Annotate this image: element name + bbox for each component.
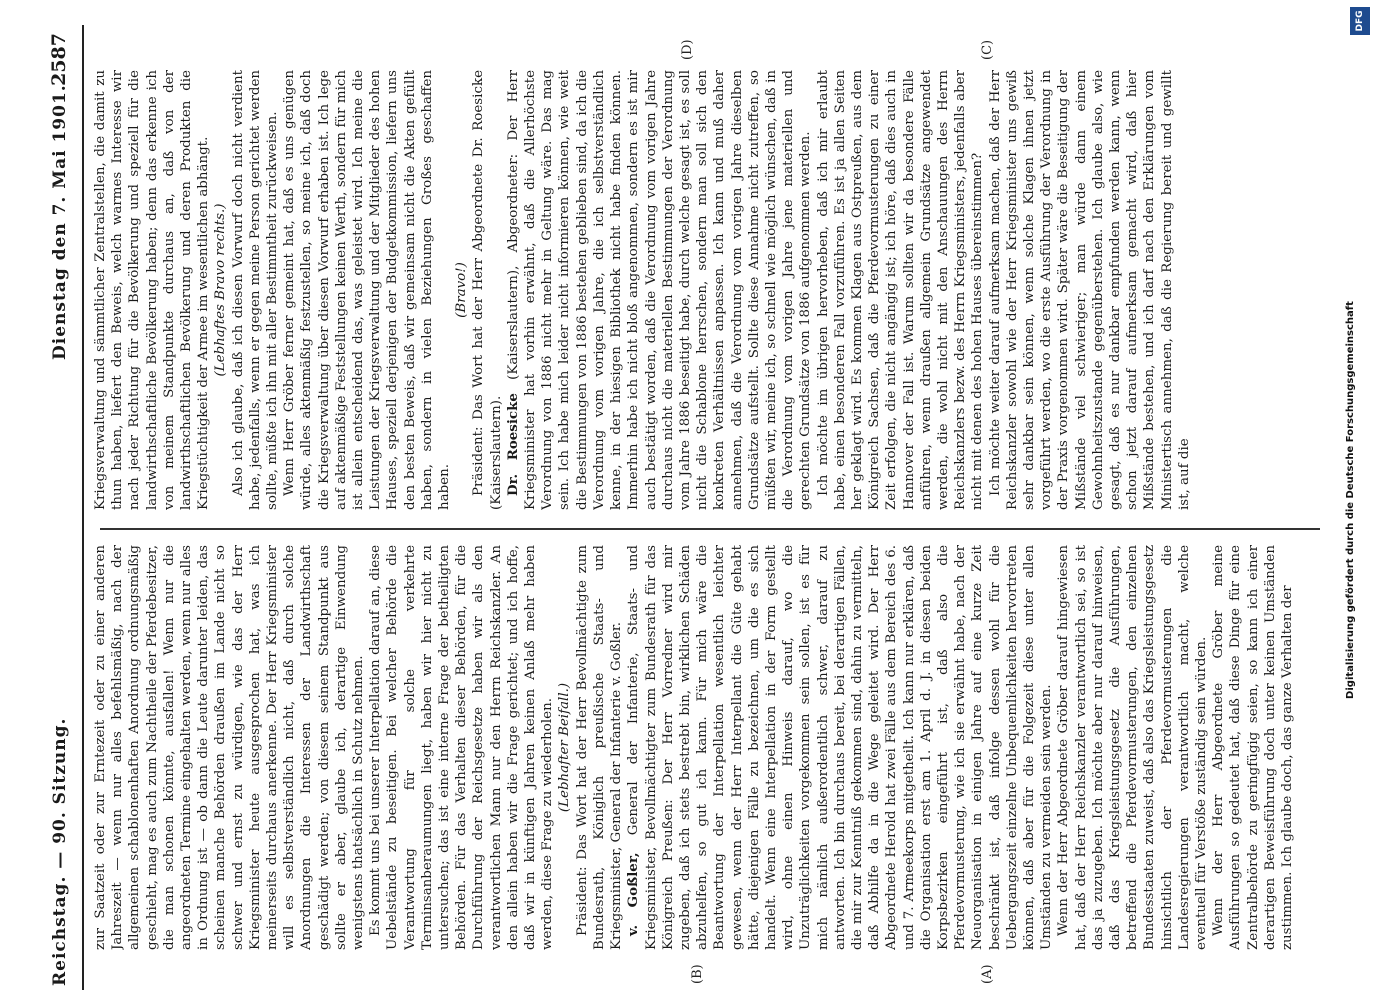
speaker-text: General der Infanterie, Staats- und Kriegsminister, Bevollmächtigter zum Bundesrath für das Königreich Preußen: Der Herr Vorredner wird mir zugeben, daß ich stets bestrebt bin, wirklichen Schäden abzuhelfen, so gut ich kann. Für mich wäre die Beantwortung der Interpellation wesentlich leichter gewesen, wenn der Herr Interpellant die Güte gehabt hätte, diejenigen Fälle zu bezeichnen, um die es sich handelt. Wenn eine Interpellation in der Form gestellt wird, ohne einen Hinweis darauf, wo die Unzuträglichkeiten vorgekommen sein sollen, ist es für mich nämlich außerordentlich schwer, darauf zu antworten. Ich bin durchaus bereit, bei derartigen Fällen, die mir zur Kenntniß gekommen sind, dahin zu vermitteln, daß Abhilfe da in die Wege geleitet wird. Der Herr Abgeordnete Herold hat zwei Fälle aus dem Bereich des 6. und 7. Armeekorps mitgetheilt. Ich kann nur erklären, daß die Organisation erst am 1. April d. J. in diesen beiden Korpsbezirken eingeführt ist, daß also die Pferdevormusterung, wie ich sie erwähnt habe, nach der Neuorganisation in einigen Jahre auf eine kurze Zeit beschränkt ist, daß infolge dessen wohl für die Uebergangszeit einzelne Unbequemlichkeiten hervortreten können, daß aber für die Folgezeit diese unter allen Umständen zu vermeiden sein werden. <box>626 545 1055 950</box>
digitization-note: Digitalisierung gefördert durch die Deutsche Forschungsgemeinschaft <box>1345 301 1356 699</box>
speaker-name: Dr. Roesicke <box>504 393 521 496</box>
header-left: Reichstag. — 90. Sitzung. <box>50 717 70 986</box>
paragraph: zur Saatzeit oder zur Erntezeit oder zu einer anderen Jahreszeit — wenn nur alles befehlsmäßig, nach der allgemeinen schablonenhaften Anordnung ordnungsmäßig geschieht, mag es auch zum Nachtheile der Pferdebesitzer, die man schonen könnte, ausfallen! Wenn nur die angeordneten Termine eingehalten werden, wenn nur alles in Ordnung ist — ob dann die Leute darunter leiden, das scheinen manche Behörden draußen im Lande nicht so schwer und ernst zu würdigen, wie das der Herr Kriegsminister heute ausgesprochen hat, was ich meinerseits durchaus anerkenne. Der Herr Kriegsminister will es selbstverständlich nicht, daß durch solche Anordnungen die Interessen der Landwirthschaft geschädigt werden; von diesem seinem Standpunkt aus sollte er aber, glaube ich, derartige Einwendung wenigstens thatsächlich in Schutz nehmen. <box>93 545 367 950</box>
president-line: Präsident: Das Wort hat der Herr Abgeordnete Dr. Roesicke (Kaiserslautern). <box>471 70 504 510</box>
paragraph: Also ich glaube, daß ich diesen Vorwurf doch nicht verdient habe, jedenfalls, wenn er gegen meine Person gerichtet werden sollte, müßte ich ihn mit aller Bestimmtheit zurückweisen. <box>230 70 281 510</box>
margin-mark-b: (B) <box>690 964 705 984</box>
page-number: 2587 <box>48 33 70 86</box>
paragraph: Ich möchte im übrigen hervorheben, daß ich mir erlaubt habe, einen besonderen Fall vorzuführen. Es ist ja allen Seiten her geklagt wird. Es kommen Klagen aus Ostpreußen, aus dem Königreich Sachsen, daß die Pferdevormusterungen zu einer Zeit erfolgen, die nicht angängig ist; ich höre, daß dies auch in Hannover der Fall ist. Warum sollten wir da besondere Fälle anführen, wenn draußen allgemein Grundsätze angewendet werden, die wohl nicht mit den Anschauungen des Herrn Reichskanzlers bezw. des Herrn Kriegsministers, jedenfalls aber nicht mit denen des hohen Hauses übereinstimmen? <box>815 70 986 510</box>
page-header <box>40 25 80 990</box>
header-date: Dienstag den 7. Mai 1901. <box>50 84 70 360</box>
bravo-note: (Bravo!) <box>454 262 470 318</box>
newspaper-page <box>40 25 1350 990</box>
margin-mark-a: (A) <box>980 964 995 984</box>
left-column <box>92 545 1332 950</box>
margin-mark-c: (C) <box>980 39 995 60</box>
paragraph: Es kommt uns bei unserer Interpellation darauf an, diese Uebelstände zu beseitigen. Bei welcher Behörde die Verantwortung für solche verkehrte Terminsanberaumungen liegt, haben wir hier nicht zu untersuchen; das ist eine interne Frage der betheiligten Behörden. Für das Verhalten dieser Behörden, für die Durchführung der Reichsgesetze haben wir als den verantwortlichen Mann nur den Herrn Reichskanzler. An den allein haben wir die Frage gerichtet; und ich hoffe, daß wir in künftigen Jahren keinen Anlaß mehr haben werden, diese Frage zu wiederholen. <box>368 545 556 950</box>
column-divider <box>100 528 1320 530</box>
paragraph: Wenn der Herr Abgeordnete Gröber darauf hingewiesen hat, daß der Herr Reichskanzler verantwortlich sei, so ist das ja zuzugeben. Ich möchte aber nur darauf hinweisen, daß das Kriegsleistungsgesetz die Ausführungen, betreffend die Pferdevormusterungen, den einzelnen Bundesstaaten zuweist, daß also das Kriegsleistungsgesetz hinsichtlich der Pferdevormusterungen die Landesregierungen verantwortlich macht, welche eventuell für Verstöße zuständig sein würden. <box>1056 545 1209 950</box>
speaker-name: v. Goßler, <box>625 852 642 936</box>
margin-mark-d: (D) <box>680 39 695 60</box>
bravo-note: (Lebhaftes Bravo rechts.) <box>213 203 229 377</box>
paragraph: Kriegsverwaltung und sämmtlicher Zentralstellen, die damit zu thun haben, liefert den Beweis, welch warmes Interesse wir nach jeder Richtung für die Bevölkerung und speziell für die landwirthschaftliche Bevölkerung haben; denn das erkenne ich von meinem Standpunkte durchaus an, daß von der landwirthschaftlichen Bevölkerung und deren Produkten die Kriegstüchtigkeit der Armee im wesentlichen abhängt. <box>93 70 212 510</box>
right-column <box>92 70 1332 510</box>
paragraph: Wenn Herr Gröber ferner gemeint hat, daß es uns genügen würde, alles aktenmäßig festzustellen, so meine ich, daß doch die Kriegsverwaltung über diesen Vorwurf erhaben ist. Ich lege auf aktenmäßige Feststellungen keinen Werth, sondern für mich ist allein entscheidend das, was geleistet wird. Ich meine die Leistungen der Kriegsverwaltung und der Mitglieder des hohen Hauses, speziell derjenigen der Budgetkommission, liefern uns den besten Beweis, daß wir gemeinsam nicht die Akten gefüllt haben, sondern in vielen Beziehungen Großes geschaffen haben. <box>282 70 453 510</box>
paragraph: Ich möchte weiter darauf aufmerksam machen, daß der Herr Reichskanzler sowohl wie der Herr Kriegsminister uns gewiß sehr dankbar sein können, wenn solche Klagen ihnen jetzt vorgeführt werden, wo die erste Ausführung der Verordnung in der Praxis vorgenommen wird. Später wäre die Beseitigung der Mißstände viel schwieriger; man würde dann einem Gewohnheitszustande gegenüberstehen. Ich glaube also, wie gesagt, daß es nur dankbar empfunden werden kann, wenn schon jetzt darauf aufmerksam gemacht wird, daß hier Mißstände bestehen, und ich darf nach den Erklärungen vom Ministertisch annehmen, daß die Regierung bereit und gewillt ist, auf die <box>987 70 1192 510</box>
paragraph: Wenn der Herr Abgeordnete Gröber meine Ausführungen so gedeutet hat, daß diese Dinge für eine Zentralbehörde zu geringfügig seien, so kann ich einer derartigen Beweisführung doch unter keinen Umständen zustimmen. Ich glaube doch, das ganze Verhalten der <box>1211 545 1296 950</box>
president-line: Präsident: Das Wort hat der Herr Bevollmächtigte zum Bundesrath, Königlich preußische Staats- und Kriegsminister, General der Infanterie v. Goßler. <box>574 545 625 950</box>
speaker-text: (Kaiserslautern), Abgeordneter: Der Herr Kriegsminister hat vorhin erwähnt, daß die Allerhöchste Verordnung von 1886 nicht mehr in Geltung wäre. Das mag sein. Ich habe mich leider nicht informieren können, wie weit die Bestimmungen von 1886 bestehen geblieben sind, da ich die Verordnung vom vorigen Jahre, die ich selbstverständlich kenne, in der hiesigen Bibliothek nicht habe finden können. Immerhin habe ich nicht bloß angenommen, sondern es ist mir auch bestätigt worden, daß die Verordnung vom vorigen Jahre durchaus nicht die materiellen Bestimmungen der Verordnung vom Jahre 1886 beseitigt habe, durch welche gesagt ist, es soll nicht die Schablone herrschen, sondern man soll sich den konkreten Verhältnissen anpassen. Ich kann und muß daher annehmen, daß die Verordnung vom vorigen Jahre dieselben Grundsätze aufstellt. Sollte diese Annahme nicht zutreffen, so müßten wir, meine ich, so schnell wie möglich wünschen, daß in die Verordnung vom vorigen Jahre jene materiellen und gerechten Grundsätze von 1886 aufgenommen werden. <box>505 70 814 510</box>
dfg-logo: DFG <box>1350 7 1370 35</box>
applause-note: (Lebhafter Beifall.) <box>557 682 573 813</box>
header-rule <box>82 25 84 990</box>
